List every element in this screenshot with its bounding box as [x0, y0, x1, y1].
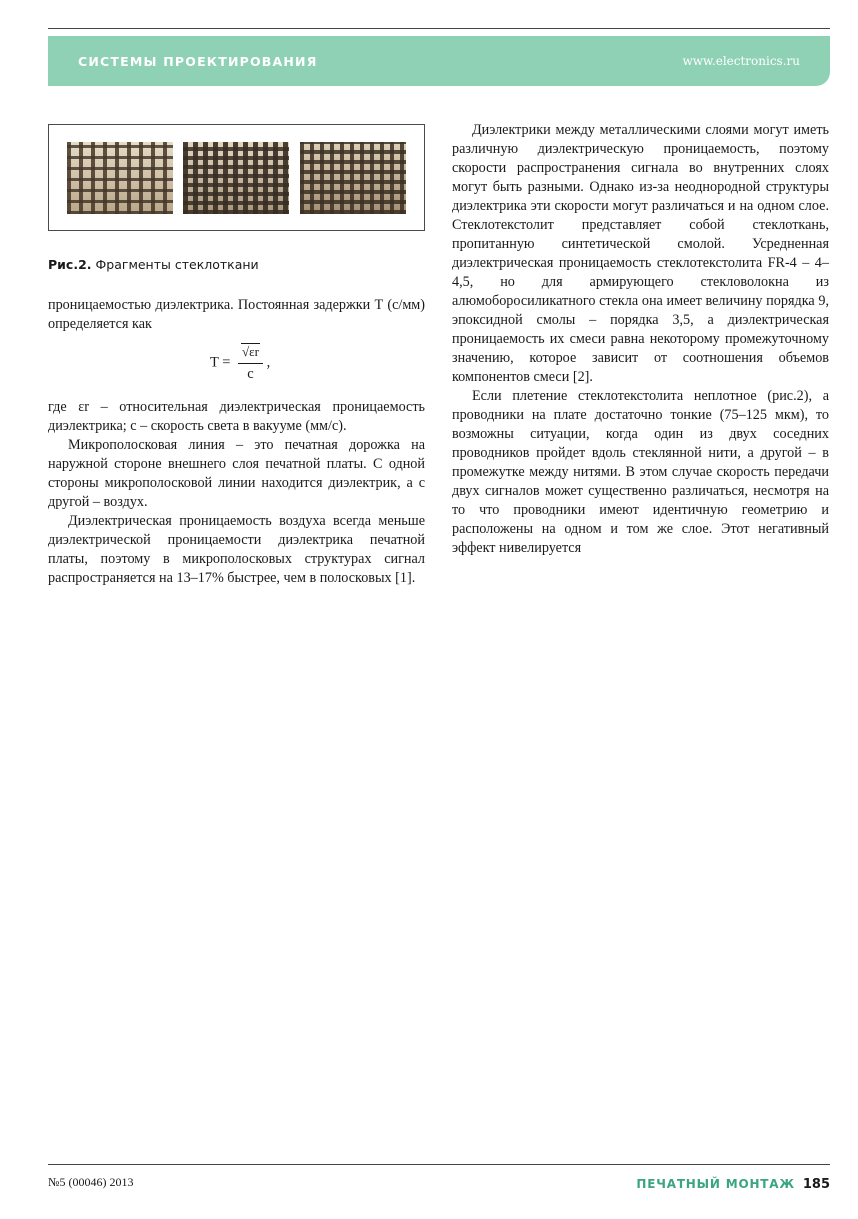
figure-caption — [48, 257, 425, 272]
top-rule — [48, 28, 830, 29]
right-column — [452, 121, 829, 558]
paragraph: Диэлектрическая проницаемость воздуха всегда меньше диэлектрической проницаемости диэлектрика печатной платы, поэтому в микрополосковых структурах сигнал распространяется на 13–17% быстрее, чем в полосковых [1]. — [48, 513, 425, 586]
figure-label: Рис.2. — [48, 257, 92, 272]
section-title: СИСТЕМЫ ПРОЕКТИРОВАНИЯ — [78, 54, 318, 69]
fabric-image-3 — [300, 142, 406, 214]
figure-caption-text: Фрагменты стеклоткани — [95, 257, 259, 272]
formula — [48, 334, 425, 398]
formula-numerator: √εr — [242, 344, 259, 359]
formula-fraction — [238, 342, 263, 384]
formula-denominator: c — [247, 366, 254, 382]
left-column — [48, 296, 425, 588]
bottom-rule — [48, 1164, 830, 1165]
section-header — [48, 36, 830, 86]
fabric-image-2 — [183, 142, 289, 214]
issue-number: №5 (00046) 2013 — [48, 1175, 134, 1189]
footer-journal — [636, 1173, 830, 1192]
formula-lhs: T = — [210, 354, 231, 371]
figure-fabric — [48, 124, 425, 231]
journal-name: ПЕЧАТНЫЙ МОНТАЖ — [636, 1177, 795, 1191]
formula-tail: , — [266, 354, 271, 371]
site-url: www.electronics.ru — [682, 54, 800, 68]
paragraph: Если плетение стеклотекстолита неплотное (рис.2), а проводники на плате достаточно тонкие (75–125 мкм), то возможны ситуации, когда один из двух соседних проводников пройдет вдоль стеклянной нити, а другой – в промежутке между нитями. В этом случае скорость передачи двух сигналов может существенно различаться, несмотря на то что проводники имеют идентичную геометрию и расположены на одном и том же слое. Этот негативный эффект нивелируется — [452, 388, 829, 556]
page-number: 185 — [802, 1177, 830, 1192]
paragraph: Микрополосковая линия – это печатная дорожка на наружной стороне внешнего слоя печатной платы. С одной стороны микрополосковой линии находится диэлектрик, а с другой – воздух. — [48, 437, 425, 510]
paragraph: проницаемостью диэлектрика. Постоянная задержки Т (с/мм) определяется как — [48, 297, 425, 332]
paragraph: где εr – относительная диэлектрическая проницаемость диэлектрика; с – скорость света в вакууме (мм/с). — [48, 399, 425, 434]
paragraph: Диэлектрики между металлическими слоями могут иметь различную диэлектрическую проницаемость, поэтому скорости распространения сигнала во внутренних слоях могут быть разными. Однако из-за неоднородной структуры диэлектрика эти скорости могут различаться и на одном слое. Стеклотекстолит представляет собой стеклоткань, пропитанную синтетической смолой. Усредненная диэлектрическая проницаемость стеклотекстолита FR-4 – 4–4,5, но для армирующего стекловолокна из алюмоборосиликатного стекла она имеет величину порядка 9, эпоксидной смолы – порядка 3,5, а диэлектрическая проницаемость их смеси равна некоторому промежуточному значению, которое зависит от соотношения объемов компонентов смеси [2]. — [452, 122, 829, 385]
fabric-image-1 — [67, 142, 173, 214]
